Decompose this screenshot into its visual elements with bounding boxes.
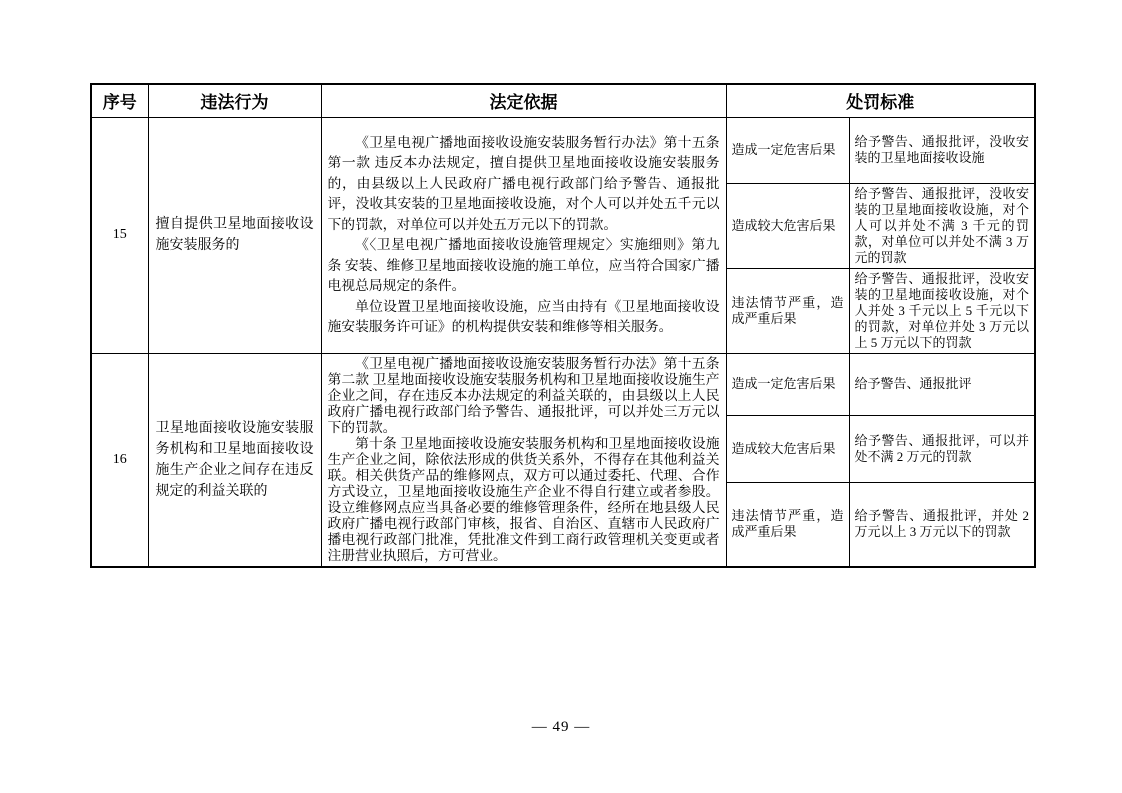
penalty-standard-cell: 给予警告、通报批评，没收安装的卫星地面接收设施，对个人并处 3 千元以上 5 千元以下的罚款，对单位并处 3 万元以上 5 万元以下的罚款 bbox=[849, 268, 1035, 353]
table-header-behavior: 违法行为 bbox=[148, 84, 321, 117]
page-number: — 49 — bbox=[531, 719, 591, 735]
table-header-penalty: 处罚标准 bbox=[726, 84, 1035, 117]
violation-behavior-cell: 擅自提供卫星地面接收设施安装服务的 bbox=[148, 117, 321, 353]
legal-basis-cell bbox=[321, 117, 726, 353]
legal-basis-paragraph: 《〈卫星电视广播地面接收设施管理规定〉实施细则》第九条 安装、维修卫星地面接收设施的施工单位，应当符合国家广播电视总局规定的条件。 bbox=[327, 237, 720, 293]
penalty-standard-cell: 给予警告、通报批评 bbox=[849, 353, 1035, 416]
penalty-standard-cell: 给予警告、通报批评，没收安装的卫星地面接收设施，对个人可以并处不满 3 千元的罚款，对单位可以并处不满 3 万元的罚款 bbox=[849, 183, 1035, 268]
legal-basis-paragraph: 单位设置卫星地面接收设施，应当由持有《卫星地面接收设施安装服务许可证》的机构提供安装和维修等相关服务。 bbox=[327, 298, 720, 334]
row-number-cell: 16 bbox=[91, 353, 148, 567]
row-number-cell: 15 bbox=[91, 117, 148, 353]
penalty-condition-cell: 造成一定危害后果 bbox=[726, 117, 849, 183]
legal-basis-paragraph: 第十条 卫星地面接收设施安装服务机构和卫星地面接收设施生产企业之间，除依法形成的供货关系外，不得存在其他利益关联。相关供货产品的维修网点，双方可以通过委托、代理、合作方式设立，卫星地面接收设施生产企业不得自行建立或者参股。设立维修网点应当具备必要的维修管理条件，经所在地县级人民政府广播电视行政部门审核，报省、自治区、直辖市人民政府广播电视行政部门批准，凭批准文件到工商行政管理机关变更或者注册营业执照后，方可营业。 bbox=[327, 435, 720, 563]
penalty-condition-cell: 违法情节严重，造成严重后果 bbox=[726, 268, 849, 353]
penalty-condition-cell: 违法情节严重，造成严重后果 bbox=[726, 483, 849, 567]
penalty-standard-cell: 给予警告、通报批评，没收安装的卫星地面接收设施 bbox=[849, 117, 1035, 183]
table-row bbox=[91, 353, 1035, 416]
regulation-penalty-table bbox=[90, 83, 1036, 568]
penalty-condition-cell: 造成较大危害后果 bbox=[726, 416, 849, 483]
penalty-standard-cell: 给予警告、通报批评，可以并处不满 2 万元的罚款 bbox=[849, 416, 1035, 483]
table-header-no: 序号 bbox=[91, 84, 148, 117]
legal-basis-cell bbox=[321, 353, 726, 567]
table-header-row bbox=[91, 84, 1035, 117]
violation-behavior-cell: 卫星地面接收设施安装服务机构和卫星地面接收设施生产企业之间存在违反规定的利益关联的 bbox=[148, 353, 321, 567]
legal-basis-paragraph: 《卫星电视广播地面接收设施安装服务暂行办法》第十五条第二款 卫星地面接收设施安装服务机构和卫星地面接收设施生产企业之间，存在违反本办法规定的利益关联的，由县级以上人民政府广播电视行政部门给予警告、通报批评，可以并处三万元以下的罚款。 bbox=[327, 355, 720, 435]
penalty-standard-cell: 给予警告、通报批评，并处 2 万元以上 3 万元以下的罚款 bbox=[849, 483, 1035, 567]
table-row bbox=[91, 117, 1035, 183]
penalty-condition-cell: 造成较大危害后果 bbox=[726, 183, 849, 268]
table-header-legal-basis: 法定依据 bbox=[321, 84, 726, 117]
legal-basis-paragraph: 《卫星电视广播地面接收设施安装服务暂行办法》第十五条第一款 违反本办法规定，擅自提供卫星地面接收设施安装服务的，由县级以上人民政府广播电视行政部门给予警告、通报批评，没收其安装的卫星地面接收设施，对个人可以并处五千元以下的罚款，对单位可以并处五万元以下的罚款。 bbox=[327, 134, 720, 232]
penalty-condition-cell: 造成一定危害后果 bbox=[726, 353, 849, 416]
